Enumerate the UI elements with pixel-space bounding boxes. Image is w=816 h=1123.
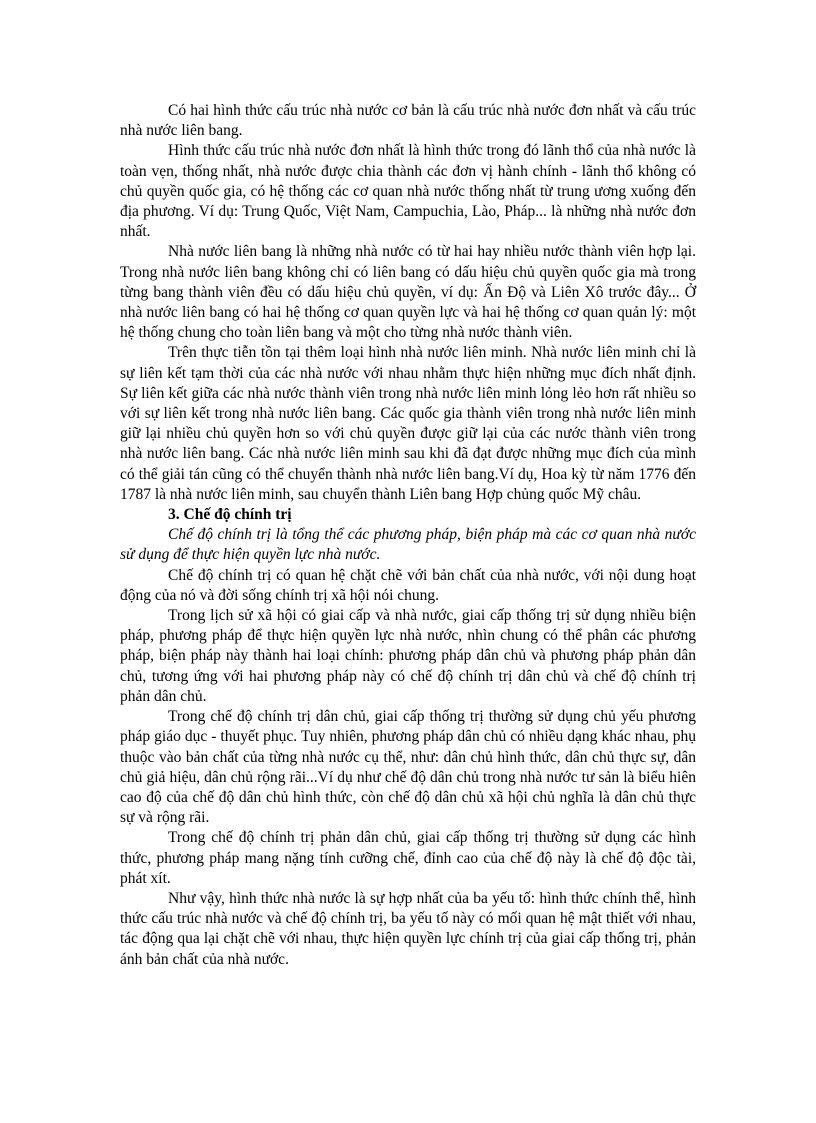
paragraph-conclusion: Như vậy, hình thức nhà nước là sự hợp nhất của ba yếu tố: hình thức chính thể, hình thức cấu trúc nhà nước và chế độ chính trị, ba yếu tố này có mối quan hệ mật thiết với nhau, tác động qua lại chặt chẽ với nhau, thực hiện quyền lực chính trị của giai cấp thống trị, phản ánh bản chất của nhà nước. (120, 889, 696, 968)
paragraph-structure-types: Có hai hình thức cấu trúc nhà nước cơ bản là cấu trúc nhà nước đơn nhất và cấu trúc nhà nước liên bang. (120, 102, 696, 140)
paragraph-federal-state: Nhà nước liên bang là những nhà nước có từ hai hay nhiều nước thành viên hợp lại. Trong nhà nước liên bang không chỉ có liên bang có dấu hiệu chủ quyền quốc gia mà trong từng bang thành viên đều có dấu hiệu chủ quyền, ví dụ: Ấn Độ và Liên Xô trước đây... Ở nhà nước liên bang có hai hệ thống cơ quan quyền lực và hai hệ thống cơ quan quản lý: một hệ thống chung cho toàn liên bang và một cho từng nhà nước thành viên. (120, 243, 696, 342)
paragraph-antidemocratic-regime: Trong chế độ chính trị phản dân chủ, giai cấp thống trị thường sử dụng các hình thức, phương pháp mang nặng tính cưỡng chế, đỉnh cao của chế độ này là chế độ độc tài, phát xít. (120, 829, 696, 887)
paragraph-democratic-regime: Trong chế độ chính trị dân chủ, giai cấp thống trị thường sử dụng chủ yếu phương pháp giáo dục - thuyết phục. Tuy nhiên, phương pháp dân chủ có nhiều dạng khác nhau, phụ thuộc vào bản chất của từng nhà nước cụ thể, như: dân chủ hình thức, dân chủ thực sự, dân chủ giả hiệu, dân chủ rộng rãi...Ví dụ như chế độ dân chủ trong nhà nước tư sản là biểu hiên cao độ của chế độ dân chủ hình thức, còn chế độ dân chủ xã hội chủ nghĩa là dân chủ thực sự và rộng rãi. (120, 708, 696, 827)
paragraph-regime-relation: Chế độ chính trị có quan hệ chặt chẽ với bản chất của nhà nước, với nội dung hoạt động của nó và đời sống chính trị xã hội nói chung. (120, 566, 696, 604)
definition-political-regime: Chế độ chính trị là tổng thể các phương pháp, biện pháp mà các cơ quan nhà nước sử dụng để thực hiện quyền lực nhà nước. (120, 526, 696, 564)
paragraph-methods: Trong lịch sử xã hội có giai cấp và nhà nước, giai cấp thống trị sử dụng nhiều biện pháp, phương pháp để thực hiện quyền lực nhà nước, nhìn chung có thể phân các phương pháp, biện pháp này thành hai loại chính: phương pháp dân chủ và phương pháp phản dân chủ, tương ứng với hai phương pháp này có chế độ chính trị dân chủ và chế độ chính trị phản dân chủ. (120, 607, 696, 705)
paragraph-confederation: Trên thực tiễn tồn tại thêm loại hình nhà nước liên minh. Nhà nước liên minh chỉ là sự liên kết tạm thời của các nhà nước với nhau nhằm thực hiện những mục đích nhất định. Sự liên kết giữa các nhà nước thành viên trong nhà nước liên minh lỏng lẻo hơn rất nhiều so với sự liên kết trong nhà nước liên bang. Các quốc gia thành viên trong nhà nước liên minh giữ lại nhiều chủ quyền hơn so với chủ quyền được giữ lại của các nước thành viên trong nhà nước liên bang. Các nhà nước liên minh sau khi đã đạt được những mục đích của mình có thể giải tán cũng có thể chuyển thành nhà nước liên bang.Ví dụ, Hoa kỳ từ năm 1776 đến 1787 là nhà nước liên minh, sau chuyển thành Liên bang Hợp chủng quốc Mỹ châu. (120, 344, 696, 503)
paragraph-unitary-state: Hình thức cấu trúc nhà nước đơn nhất là hình thức trong đó lãnh thổ của nhà nước là toàn vẹn, thống nhất, nhà nước được chia thành các đơn vị hành chính - lãnh thổ không có chủ quyền quốc gia, có hệ thống các cơ quan nhà nước thống nhất từ trung ương xuống đến địa phương. Ví dụ: Trung Quốc, Việt Nam, Campuchia, Lào, Pháp... là những nhà nước đơn nhất. (120, 142, 696, 241)
section-heading: 3. Chế độ chính trị (168, 506, 292, 524)
document-page (120, 101, 696, 970)
